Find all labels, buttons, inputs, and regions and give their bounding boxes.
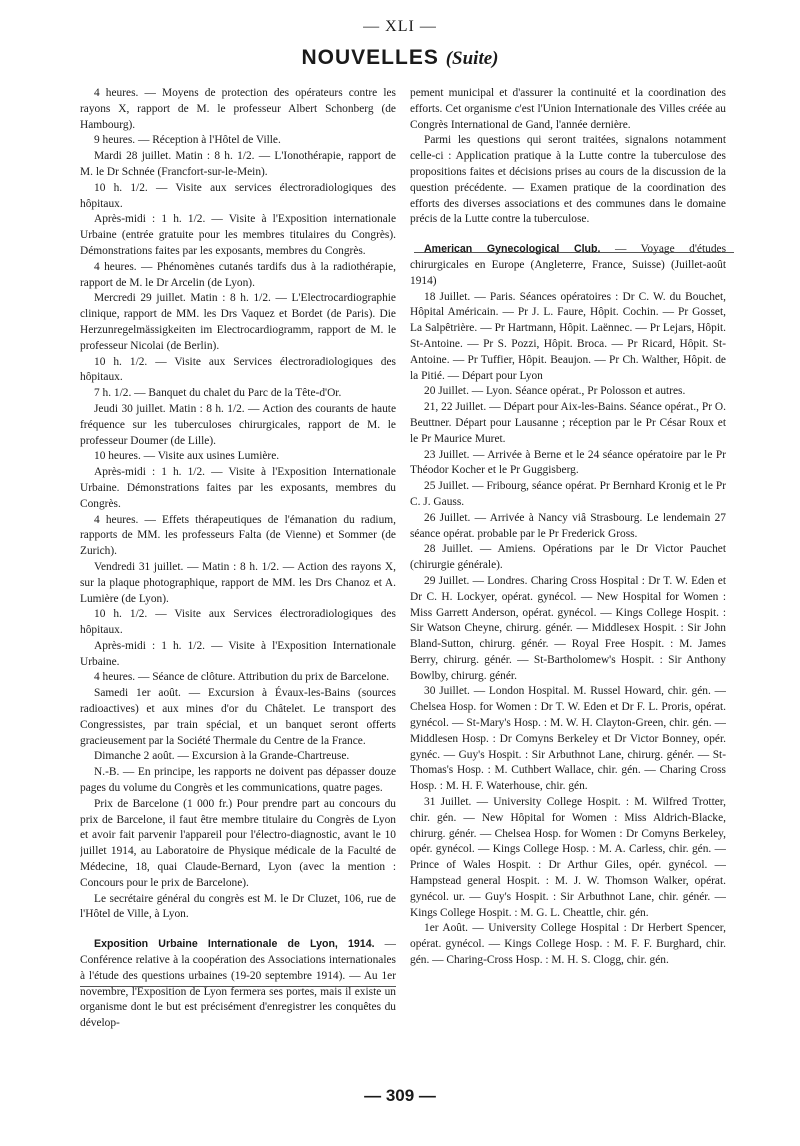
paragraph: Après-midi : 1 h. 1/2. — Visite à l'Exposition Internationale Urbaine. (80, 639, 396, 668)
paragraph: 10 heures. — Visite aux usines Lumière. (94, 450, 280, 463)
paragraph: N.-B. — En principe, les rapports ne doivent pas dépasser douze pages du volume du Congrès et les communications, quatre pages. (80, 766, 396, 795)
paragraph: Après-midi : 1 h. 1/2. — Visite à l'Exposition internationale Urbaine (entrée gratuite pour les membres titulaires du Congrès). Démonstrations faites par les exposants, membres du Congrès. (80, 213, 396, 257)
paragraph: Dimanche 2 août. — Excursion à la Grande-Chartreuse. (94, 750, 350, 763)
paragraph: 21, 22 Juillet. — Départ pour Aix-les-Bains. Séance opérat., Pr O. Beuttner. Départ pour Lausanne ; réception par le Pr César Roux et le Pr Maurice Muret. (410, 401, 726, 445)
paragraph: Mardi 28 juillet. Matin : 8 h. 1/2. — L'Ionothérapie, rapport de M. le Dr Schnée (Francfort-sur-le-Mein). (80, 150, 396, 178)
left-column (80, 86, 396, 1086)
american-heading: American Gynecological Club. (424, 243, 601, 256)
american-article (410, 242, 726, 289)
paragraph: 1er Août. — University College Hospital : Dr Herbert Spencer, opérat. gynécol. — Kings College Hosp. : M. F. F. Burghard, chir. gén. — Charing-Cross Hosp. : M. H. S. Clogg, chir. gén. (410, 922, 726, 967)
paragraph: 4 heures. — Phénomènes cutanés tardifs dus à la radiothérapie, rapport de M. le Dr Arcelin (de Lyon). (80, 260, 396, 289)
section-title (0, 46, 800, 70)
page-header-folio: — XLI — (363, 18, 437, 35)
right-column (410, 86, 726, 1086)
paragraph: 4 heures. — Moyens de protection des opérateurs contre les rayons X, rapport de M. le professeur Albert Schonberg (de Hambourg). (80, 87, 396, 131)
paragraph: Parmi les questions qui seront traitées, signalons notamment celle-ci : Application pratique à la Lutte contre la tuberculose des propositions faites et décisions prises au cours de la discussion de la question précédente. — Examen pratique de la coordination des efforts des diverses associations et des communes dans le domaine précis de la Lutte contre la tuberculose. (410, 134, 726, 226)
expo-body: — Conférence relative à la coopération des Associations internationales à l'étude des questions urbaines (19-20 septembre 1914). — Au 1er novembre, l'Exposition de Lyon fermera ses portes, mais il existe un organisme dont le but est précisément d'enregistrer les conquêtes du dévelop- (80, 938, 396, 1030)
section-divider (80, 986, 396, 987)
paragraph: 31 Juillet. — University College Hospit. : M. Wilfred Trotter, chir. gén. — New Hôpital for Women : Miss Aldrich-Blacke, chirurg. génér. — Chelsea Hosp. for Women : Dr Comyns Berkeley, opér. gynécol. — Kings College Hosp. : M. A. Carless, chir. gén. — Prince of Wales Hospit. : Dr Arthur Giles, opér. gynécol. — Hampstead general Hospit. : M. J. W. Thomson Walker, opérat. gynécol. ur. — Guy's Hospit. : Sir Arbuthnot Lane, chir. génér. — Kings College Hospit. : M. G. L. Cheattle, chir. gén. (410, 796, 726, 919)
paragraph: Samedi 1er août. — Excursion à Évaux-les-Bains (sources radioactives) et aux mines d'or du Châtelet. Le transport des Congressistes, par train spécial, et un banquet seront offerts gracieusement par la Société Thermale du Centre de la France. (80, 687, 396, 747)
paragraph: 23 Juillet. — Arrivée à Berne et le 24 séance opératoire par le Pr Théodor Kocher et le Pr Guggisberg. (410, 448, 726, 477)
paragraph: 20 Juillet. — Lyon. Séance opérat., Pr Polosson et autres. (424, 385, 686, 398)
paragraph: 29 Juillet. — Londres. Charing Cross Hospital : Dr T. W. Eden et Dr C. H. Lockyer, opérat. gynécol. — New Hospital for Women : Miss Garrett Anderson, opérat. gynécol. — Kings College Hospit. : Sir Watson Cheyne, chirurg. génér. — Middlesex Hospit. : Sir John Bland-Sutton, chirurg. génér. — Royal Free Hospit. : M. James Berry, chirurg. génér. — St-Bartholomew's Hospit. : Sir Anthony Bowlby, chirurg. génér. (410, 574, 726, 682)
section-divider (414, 252, 734, 253)
american-body: — Voyage d'études chirurgicales en Europe (Angleterre, France, Suisse) (Juillet-août 1914) (410, 243, 726, 287)
paragraph: 10 h. 1/2. — Visite aux Services électroradiologiques des hôpitaux. (80, 608, 396, 637)
paragraph: 10 h. 1/2. — Visite aux services électroradiologiques des hôpitaux. (80, 181, 396, 210)
expo-article (80, 937, 396, 1032)
paragraph: 4 heures. — Séance de clôture. Attribution du prix de Barcelone. (94, 671, 390, 684)
paragraph: Prix de Barcelone (1 000 fr.) Pour prendre part au concours du prix de Barcelone, il faut être membre titulaire du Congrès de Lyon et avoir fait parvenir l'appareil pour l'électro-diagnostic, avant le 10 juillet 1914, au Laboratoire de Physique médicale de la Faculté de Médecine, 18, quai Claude-Bernard, Lyon (avec la mention : Concours pour le prix de Barcelone). (80, 797, 396, 889)
paragraph: 18 Juillet. — Paris. Séances opératoires : Dr C. W. du Bouchet, Hôpital Américain. — Pr J. L. Faure, Hôpit. Cochin. — Pr Gosset, La Salpêtrière. — Pr Hartmann, Hôpit. Laënnec. — Pr Lejars, Hôpit. St-Antoine. — Pr S. Pozzi, Hôpit. Broca. — Pr Ricard, Hôpit. St-Antoine. — Pr Tuffier, Hôpit. Beaujon. — Pr Ch. Walther, Hôpit. de la Pitié. — Départ pour Lyon (410, 290, 726, 382)
paragraph: 7 h. 1/2. — Banquet du chalet du Parc de la Tête-d'Or. (94, 387, 342, 400)
section-title-text: NOUVELLES (301, 46, 439, 69)
section-title-suite: (Suite) (445, 48, 499, 69)
paragraph: 25 Juillet. — Fribourg, séance opérat. Pr Bernhard Kronig et le Pr C. J. Gauss. (410, 480, 726, 508)
paragraph: Mercredi 29 juillet. Matin : 8 h. 1/2. — L'Electrocardiographie clinique, rapport de MM. les Drs Vaquez et Bordet (de Paris). Die Herzunregelmässigkeiten im Electrocardiogramm, rapport de M. le professeur Nicolai (de Berlin). (80, 292, 396, 352)
paragraph: 28 Juillet. — Amiens. Opérations par le Dr Victor Pauchet (chirurgie générale). (410, 543, 726, 572)
paragraph: 10 h. 1/2. — Visite aux Services électroradiologiques des hôpitaux. (80, 355, 396, 384)
paragraph: 4 heures. — Effets thérapeutiques de l'émanation du radium, rapports de MM. les professeurs Falta (de Vienne) et Sommer (de Zurich). (80, 513, 396, 558)
paragraph: Après-midi : 1 h. 1/2. — Visite à l'Exposition Internationale Urbaine. Démonstrations faites par les exposants, membres du Congrès. (80, 466, 396, 510)
paragraph: Jeudi 30 juillet. Matin : 8 h. 1/2. — Action des courants de haute fréquence sur les tuberculoses chirurgicales, rapport de M. le professeur Doumer (de Lille). (80, 402, 396, 447)
page-number: — 309 — (364, 1086, 436, 1105)
paragraph: Vendredi 31 juillet. — Matin : 8 h. 1/2. — Action des rayons X, sur la plaque photographique, rapport de MM. les Drs Chanoz et A. Lumière (de Lyon). (80, 560, 396, 605)
paragraph: Le secrétaire général du congrès est M. le Dr Cluzet, 106, rue de l'Hôtel de Ville, à Lyon. (80, 892, 396, 921)
paragraph: 26 Juillet. — Arrivée à Nancy viâ Strasbourg. Le lendemain 27 séance opérat. probable par le Pr Frederick Gross. (410, 511, 726, 540)
expo-heading: Exposition Urbaine Internationale de Lyon, 1914. (94, 938, 375, 951)
paragraph: 9 heures. — Réception à l'Hôtel de Ville. (94, 134, 281, 147)
paragraph: 30 Juillet. — London Hospital. M. Russel Howard, chir. gén. — Chelsea Hosp. for Women : Dr T. W. Eden et Dr F. L. Proris, opérat. gynécol. — St-Mary's Hosp. : M. W. H. Clayton-Green, chir. gén. — Middlesen Hosp. : Dr Comyns Berkeley et Dr Victor Bonney, opér. gynéc. — Guy's Hospit. : Sir Arbuthnot Lane, chirurg. génér. — St-Thomas's Hosp. : M. Cuthbert Wallace, chir. gén. — Charing Cross Hosp. : M. H. F. Waterhouse, chir. gén. (410, 685, 726, 793)
paragraph: pement municipal et d'assurer la continuité et la coordination des efforts. Cet organisme c'est l'Union Internationale des Villes créée au Congrès International de Gand, l'année dernière. (410, 87, 726, 131)
